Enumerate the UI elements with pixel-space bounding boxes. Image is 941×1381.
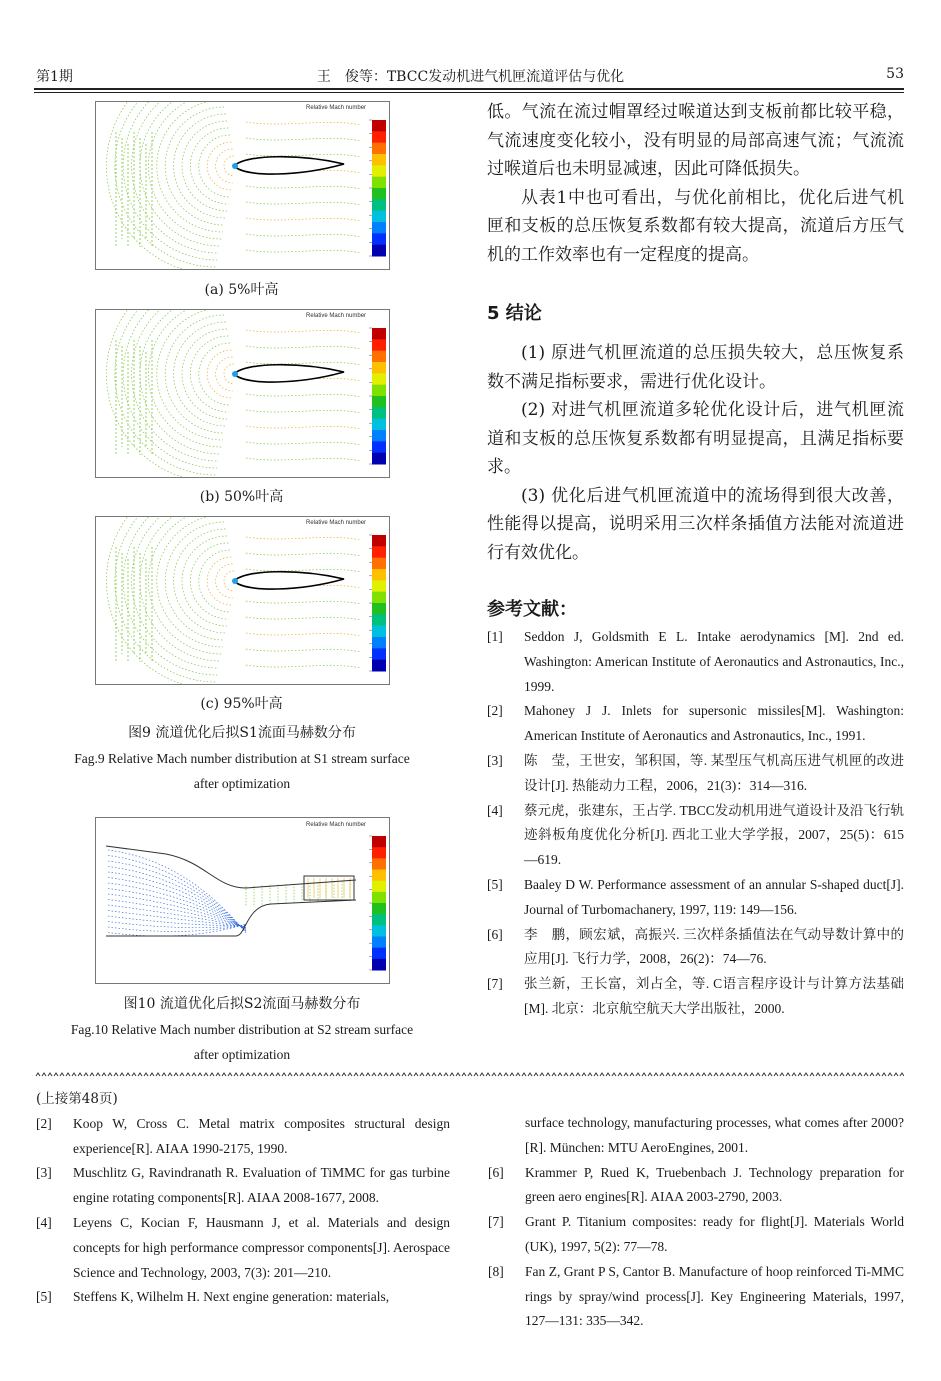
reference-item	[36, 1112, 450, 1162]
reference-number: [5]	[36, 1289, 52, 1305]
section-heading: 5 结论	[487, 303, 542, 324]
legend-title: Relative Mach number	[306, 822, 367, 828]
figure-9b-plot	[96, 310, 389, 477]
reference-text: Mahoney J J. Inlets for supersonic missiles[M]. Washington: American Institute of Aeronautics and Astronautics, Inc., 1991.	[524, 703, 904, 744]
reference-number: [4]	[36, 1214, 52, 1230]
airfoil-shape	[234, 365, 344, 382]
reference-text: Grant P. Titanium composites: ready for flight[J]. Materials World (UK), 1997, 5(2): 77—78.	[525, 1214, 904, 1254]
figure-9b	[95, 309, 390, 478]
reference-item	[36, 1161, 450, 1211]
figure-9-title-en-line1: Fag.9 Relative Mach number distribution at S1 stream surface	[74, 751, 410, 766]
references-heading: 参考文献：	[487, 599, 577, 620]
continued-note: (上接第48页)	[36, 1091, 118, 1107]
reference-item	[487, 749, 904, 799]
figure-9-title-cn: 图9 流道优化后拟S1流面马赫数分布	[128, 725, 356, 741]
reference-text: 李 鹏，顾宏斌，高振兴. 三次样条插值法在气动导数计算中的应用[J]. 飞行力学，2008，26(2)：74—76.	[524, 926, 904, 967]
paragraph: 从表1中也可看出，与优化前相比，优化后进气机匣和支板的总压恢复系数都有较大提高，流道后方压气机的工作效率也有一定程度的提高。	[487, 187, 904, 265]
reference-item	[487, 923, 904, 973]
reference-number: [3]	[36, 1165, 52, 1181]
bottom-right-column	[488, 1111, 904, 1334]
reference-item	[487, 799, 904, 873]
reference-item	[488, 1210, 904, 1260]
reference-item	[488, 1161, 904, 1211]
header-rule-thick	[34, 88, 904, 90]
reference-list	[487, 625, 904, 1022]
reference-list	[488, 1161, 904, 1335]
strut-region	[304, 876, 354, 900]
contour-field	[106, 102, 361, 269]
conclusion-3: (3) 优化后进气机匣流道中的流场得到很大改善，性能得以提高，说明采用三次样条插值方法能对流道进行有效优化。	[487, 485, 904, 563]
figure-9a	[95, 101, 390, 270]
page-number: 53	[886, 66, 904, 82]
reference-list	[36, 1112, 450, 1310]
reference-item	[488, 1260, 904, 1334]
section-divider	[34, 1072, 904, 1078]
reference-number: [5]	[487, 876, 503, 892]
header-rule-thin	[34, 92, 904, 93]
reference-number: [3]	[487, 752, 503, 768]
figure-9c-plot	[96, 517, 389, 684]
bottom-left-column	[36, 1087, 450, 1310]
running-title: 王 俊等：TBCC发动机进气机匣流道评估与优化	[316, 69, 625, 85]
figure-9-title-en-line2: after optimization	[193, 776, 291, 791]
figure-9a-plot	[96, 102, 389, 269]
reference-number: [4]	[487, 802, 503, 818]
reference-number: [7]	[488, 1214, 504, 1230]
legend-title: Relative Mach number	[306, 520, 367, 526]
conclusion-2: (2) 对进气机匣流道多轮优化设计后，进气机匣流道和支板的总压恢复系数都有明显提高，且满足指标要求。	[487, 400, 904, 477]
figure-9c	[95, 516, 390, 685]
reference-item	[487, 699, 904, 749]
right-column	[487, 98, 904, 1022]
figure-10-title-en-line1: Fag.10 Relative Mach number distribution at S2 stream surface	[70, 1022, 414, 1037]
reference-item	[487, 873, 904, 923]
reference-text: 蔡元虎，张建东，王占学. TBCC发动机用进气道设计及沿飞行轨迹斜板角度优化分析[J]. 西北工业大学学报，2007，25(5)：615—619.	[524, 802, 904, 868]
journal-issue: 第1期	[36, 69, 73, 85]
reference-number: [6]	[488, 1164, 504, 1180]
figure-9a-caption: (a) 5%叶高	[204, 282, 279, 298]
figure-10-title-cn: 图10 流道优化后拟S2流面马赫数分布	[123, 996, 361, 1012]
figure-9c-caption: (c) 95%叶高	[200, 696, 283, 712]
reference-number: [2]	[36, 1115, 52, 1131]
figure-10-plot	[96, 818, 389, 983]
reference-text: Baaley D W. Performance assessment of an annular S-shaped duct[J]. Journal of Turbomachanery, 1997, 119: 149—156.	[524, 876, 904, 917]
legend-title: Relative Mach number	[306, 105, 367, 111]
reference-text: Seddon J, Goldsmith E L. Intake aerodynamics [M]. 2nd ed. Washington: American Institute of Aeronautics and Astronautics, Inc., 1999.	[524, 629, 904, 694]
figure-10-title-en-line2: after optimization	[193, 1047, 291, 1062]
reference-item	[487, 625, 904, 699]
reference-continuation: surface technology, manufacturing processes, what comes after 2000? [R]. München: MTU AeroEngines, 2001.	[525, 1115, 904, 1155]
reference-text: Steffens K, Wilhelm H. Next engine generation: materials,	[73, 1289, 390, 1305]
airfoil-shape	[234, 157, 344, 174]
reference-number: [1]	[487, 629, 503, 644]
airfoil-shape	[234, 572, 344, 589]
contour-field	[106, 517, 361, 684]
reference-text: Muschlitz G, Ravindranath R. Evaluation of TiMMC for gas turbine engine rotating components[R]. AIAA 2008-1677, 2008.	[73, 1165, 450, 1206]
reference-text: Fan Z, Grant P S, Cantor B. Manufacture of hoop reinforced Ti-MMC rings by spray/wind process[J]. Key Engineering Materials, 1997, 127—131: 335—342.	[525, 1263, 904, 1329]
reference-item	[36, 1211, 450, 1285]
reference-text: Leyens C, Kocian F, Hausmann J, et al. Materials and design concepts for high performance compressor components[J]. Aerospace Science and Technology, 2003, 7(3): 201—210.	[73, 1214, 450, 1280]
reference-item	[36, 1285, 450, 1310]
figure-10	[95, 817, 390, 984]
paragraph: 低。气流在流过帽罩经过喉道达到支板前都比较平稳，气流速度变化较小，没有明显的局部高速气流；气流流过喉道后也未明显减速，因此可降低损失。	[487, 102, 904, 179]
reference-number: [8]	[488, 1263, 504, 1279]
reference-text: 陈 莹，王世安，邹积国，等. 某型压气机高压进气机匣的改进设计[J]. 热能动力工程，2006，21(3)：314—316.	[524, 752, 904, 793]
reference-text: 张兰新，王长富，刘占全，等. C语言程序设计与计算方法基础[M]. 北京：北京航空航天大学出版社，2000.	[524, 976, 904, 1016]
legend-title: Relative Mach number	[306, 313, 367, 319]
figure-9b-caption: (b) 50%叶高	[199, 489, 284, 505]
reference-item	[487, 972, 904, 1022]
reference-number: [2]	[487, 703, 503, 719]
contour-field	[108, 850, 350, 936]
reference-text: Krammer P, Rued K, Truebenbach J. Technology preparation for green aero engines[R]. AIAA 2003-2790, 2003.	[525, 1164, 904, 1205]
reference-number: [7]	[487, 976, 503, 992]
reference-number: [6]	[487, 926, 503, 942]
conclusion-1: (1) 原进气机匣流道的总压损失较大，总压恢复系数不满足指标要求，需进行优化设计。	[487, 343, 904, 392]
reference-text: Koop W, Cross C. Metal matrix composites structural design experience[R]. AIAA 1990-2175, 1990.	[73, 1115, 450, 1156]
contour-field	[106, 310, 361, 477]
